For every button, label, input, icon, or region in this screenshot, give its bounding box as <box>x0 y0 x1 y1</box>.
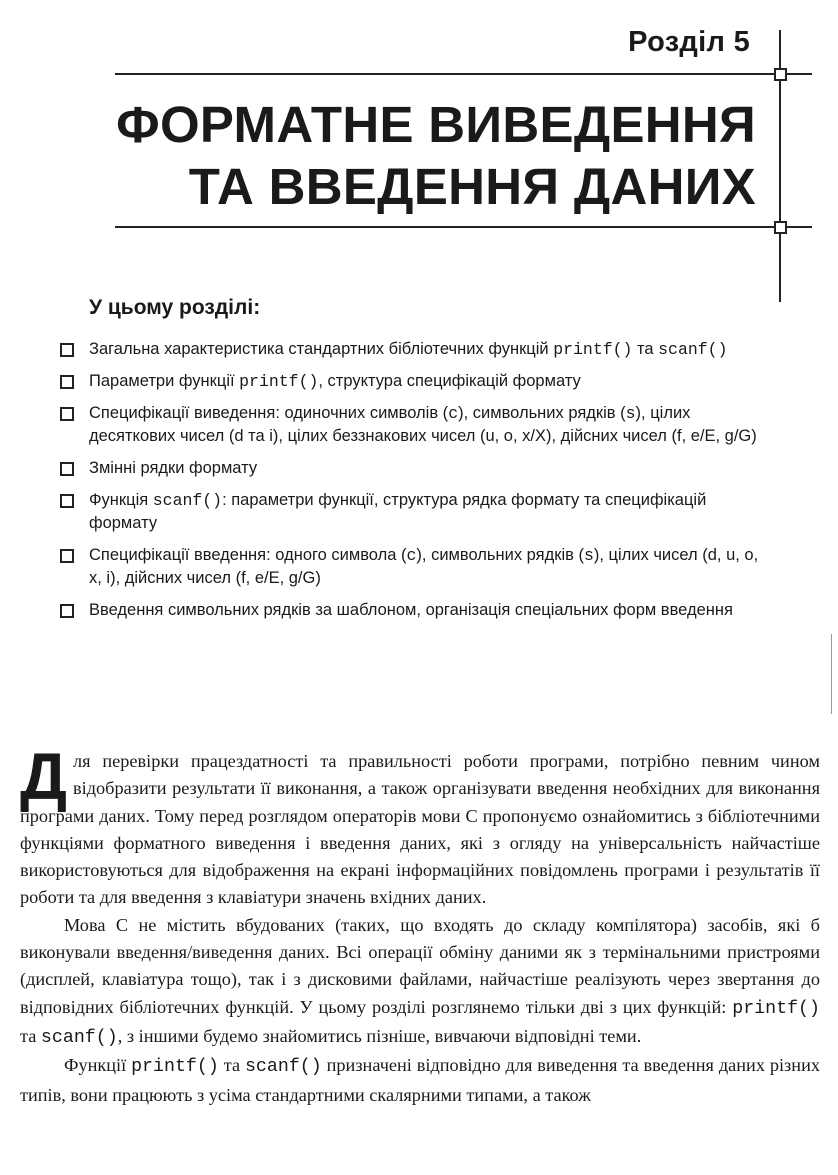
checkbox-bullet-icon <box>60 462 74 476</box>
topic-item: Специфікації виведення: одиночних символів (c), символьних рядків (s), цілих десяткових чисел (d та i), цілих беззнакових чисел (u, o, x/X), дійсних чисел (f, e/E, g/G) <box>60 402 760 448</box>
frame-corner-box <box>774 68 787 81</box>
paragraph: Мова С не містить вбудованих (таких, що входять до складу компілятора) засобів, які б виконували введення/виведення даних. Всі операції обміну даними як з термінальними пристроями (дисплей, клавіатура тощо), так і з дисковими файлами, найчастіше реалізують через звертання до відповідних бібліотечних функцій. У цьому розділі розглянемо тільки дві з цих функцій: printf() та scanf(), з іншими будемо знайомитись пізніше, вивчаючи відповідні теми. <box>20 914 820 1048</box>
topic-item: Параметри функції printf(), структура специфікацій формату <box>60 370 760 393</box>
topics-heading: У цьому розділі: <box>89 296 261 319</box>
chapter-title <box>116 94 756 218</box>
chapter-label: Розділ 5 <box>628 26 750 58</box>
checkbox-bullet-icon <box>60 407 74 421</box>
frame-bottom-line <box>115 226 812 228</box>
chapter-title-line-2: ТА ВВЕДЕННЯ ДАНИХ <box>188 158 756 215</box>
checkbox-bullet-icon <box>60 375 74 389</box>
checkbox-bullet-icon <box>60 549 74 563</box>
chapter-title-line-1: ФОРМАТНЕ ВИВЕДЕННЯ <box>116 96 756 153</box>
topics-list <box>60 338 760 631</box>
checkbox-bullet-icon <box>60 343 74 357</box>
topic-item: Змінні рядки формату <box>60 457 760 480</box>
frame-corner-box <box>774 221 787 234</box>
checkbox-bullet-icon <box>60 604 74 618</box>
frame-top-line <box>115 73 812 75</box>
topic-item: Загальна характеристика стандартних бібліотечних функцій printf() та scanf() <box>60 338 760 361</box>
topic-item: Специфікації введення: одного символа (c), символьних рядків (s), цілих чисел (d, u, o, x, i), дійсних чисел (f, e/E, g/G) <box>60 544 760 590</box>
topic-item: Функція scanf(): параметри функції, структура рядка формату та специфікацій формату <box>60 489 760 535</box>
scan-edge-mark <box>831 634 832 714</box>
drop-cap: Д <box>20 739 68 813</box>
paragraph: Функції printf() та scanf() призначені відповідно для виведення та введення даних різних типів, вони працюють з усіма стандартними скалярними типами, а також <box>20 1055 820 1105</box>
paragraph: Для перевірки працездатності та правильності роботи програми, потрібно певним чином відобразити результати її виконання, а також організувати введення необхідних для виконання програми даних. Тому перед розглядом операторів мови С пропонуємо ознайомитись з бібліотечними функціями форматного виведення і введення даних, які з огляду на універсальність найчастіше використовуються для відображення на екрані інформаційних повідомлень програми і результатів її роботи та для введення з клавіатури значень вхідних даних. <box>20 739 820 908</box>
body-text <box>20 739 820 1109</box>
topic-item: Введення символьних рядків за шаблоном, організація спеціальних форм введення <box>60 599 760 622</box>
checkbox-bullet-icon <box>60 494 74 508</box>
